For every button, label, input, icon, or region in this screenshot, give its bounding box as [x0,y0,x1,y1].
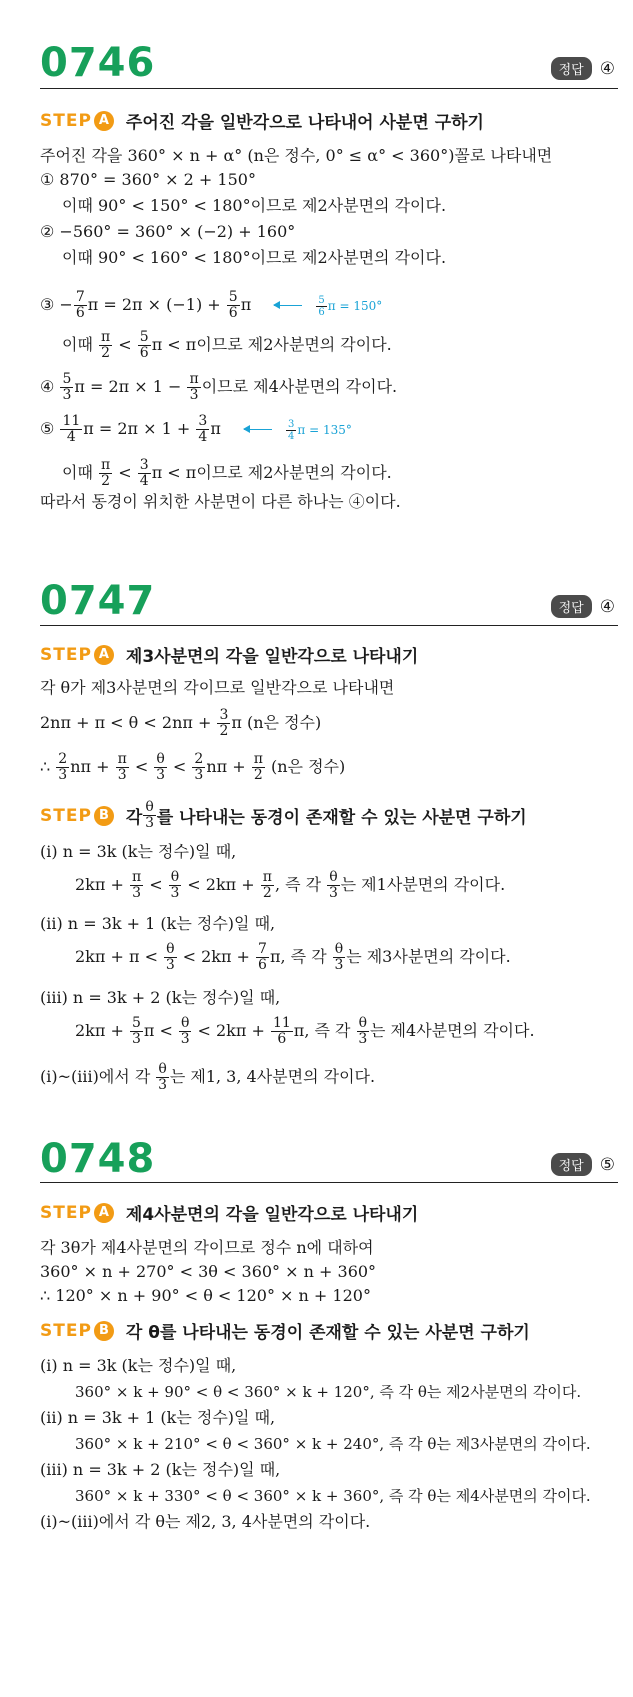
problem-number: 0747 [40,578,156,624]
text-line: (ⅱ) n = 3k + 1 (k는 정수)일 때, [40,1408,276,1427]
math-line: (ⅰ)~(ⅲ)에서 각 $\frac{\theta}{3}$ 는 제1, 3, 4사분면의 각이다. [40,1061,376,1093]
math-line: 2kπ + $\frac{5}{3}$ π < $\frac{\theta}{3}$ < 2kπ + $\frac{11}{6}$ π, 즉 각 $\frac{\theta}{3}$ 는 제4사분면의 각이다. [75,1015,535,1047]
math-line-5: ⑤ $\frac{11}{4}$ π = 2π × 1 + $\frac{3}{4}$ π $\frac{3}{4}$ π = 135° [40,413,352,445]
text-line: 이때 90° < 150° < 180°이므로 제2사분면의 각이다. [62,196,447,215]
step-title: 주어진 각을 일반각으로 나타내어 사분면 구하기 [125,113,484,133]
math-line: 이때 $\frac{\pi}{2}$ < $\frac{5}{6}$ π < π이므로 제2사분면의 각이다. [62,329,392,361]
step-word: STEP [40,1202,92,1223]
text-line: 360° × k + 330° < θ < 360° × k + 360°, 즉 각 θ는 제4사분면의 각이다. [75,1487,591,1505]
step-word: STEP [40,1320,92,1341]
step-a-heading [40,108,484,133]
step-letter: B [94,806,114,826]
text-line: 이때 90° < 160° < 180°이므로 제2사분면의 각이다. [62,248,447,267]
text-part: 는 제1, 3, 4사분면의 각이다. [169,1067,376,1086]
text-line: (ⅲ) n = 3k + 2 (k는 정수)일 때, [40,988,281,1007]
answer-label [551,595,615,618]
text-part: 는 제1사분면의 각이다. [340,875,506,894]
answer-label [551,57,615,80]
step-title: 를 나타내는 동경이 존재할 수 있는 사분면 구하기 [156,808,527,828]
answer-tag: 정답 [551,595,592,618]
text-part: 이므로 제2사분면의 각이다. [196,463,392,482]
text-line: (ⅰ)~(ⅲ)에서 각 θ는 제2, 3, 4사분면의 각이다. [40,1512,371,1531]
answer-value: ⑤ [599,1154,615,1175]
step-a-heading [40,642,418,667]
note: π = 135° [297,423,352,437]
step-word: STEP [40,110,92,131]
text-line: (ⅰ) n = 3k (k는 정수)일 때, [40,842,237,861]
math-line: 2kπ + π < $\frac{\theta}{3}$ < 2kπ + $\frac{7}{6}$ π, 즉 각 $\frac{\theta}{3}$ 는 제3사분면의 각이다. [75,941,511,973]
answer-label [551,1153,615,1176]
step-word: STEP [40,805,92,826]
divider [40,88,618,89]
step-word: STEP [40,644,92,665]
text-line: 360° × k + 210° < θ < 360° × k + 240°, 즉 각 θ는 제3사분면의 각이다. [75,1435,591,1453]
math-line: ∴ $\frac{2}{3}$ nπ + $\frac{\pi}{3}$ < $\frac{\theta}{3}$ < $\frac{2}{3}$ nπ + $\frac{\pi}{2}$ (n은 정수) [40,751,346,783]
problem-number: 0748 [40,1136,156,1182]
text-part: 이므로 제4사분면의 각이다. [201,377,398,396]
answer-value: ④ [599,58,615,79]
arrow-left-icon [244,429,272,430]
divider [40,1182,618,1183]
text-line: (ⅲ) n = 3k + 2 (k는 정수)일 때, [40,1460,281,1479]
text-line: ② −560° = 360° × (−2) + 160° [40,222,296,241]
problem-number: 0746 [40,40,156,86]
text-line: 따라서 동경이 위치한 사분면이 다른 하나는 ④이다. [40,492,401,511]
step-b-heading: STEP B 각 θ 3 를 나타내는 동경이 존재할 수 있는 사분면 구하기 [40,799,527,831]
math-line: 이때 $\frac{\pi}{2}$ < $\frac{3}{4}$ π < π이므로 제2사분면의 각이다. [62,457,392,489]
math-line-4: ④ $\frac{5}{3}$ π = 2π × 1 − $\frac{\pi}{3}$ 이므로 제4사분면의 각이다. [40,371,398,403]
text-part: 이므로 제2사분면의 각이다. [196,335,392,354]
answer-tag: 정답 [551,1153,592,1176]
text-line: ① 870° = 360° × 2 + 150° [40,170,256,189]
step-title: 제4사분면의 각을 일반각으로 나타내기 [125,1205,419,1225]
answer-tag: 정답 [551,57,592,80]
text-line: (ⅱ) n = 3k + 1 (k는 정수)일 때, [40,914,276,933]
text-line: ∴ 120° × n + 90° < θ < 120° × n + 120° [40,1286,371,1305]
note: π = 150° [327,299,383,313]
text-line: 주어진 각을 360° × n + α° (n은 정수, 0° ≤ α° < 360°)꼴로 나타내면 [40,146,553,165]
arrow-left-icon [274,305,302,306]
math-line: 2kπ + $\frac{\pi}{3}$ < $\frac{\theta}{3}$ < 2kπ + $\frac{\pi}{2}$ , 즉 각 $\frac{\theta}{3}$ 는 제1사분면의 각이다. [75,869,506,901]
step-letter: A [94,1203,114,1223]
text-part: 는 제3사분면의 각이다. [346,947,511,966]
math-line-3: ③ − $\frac{7}{6}$ π = 2π × (−1) + $\frac{5}{6}$ π $\frac{5}{6}$ π = 150° [40,289,383,321]
math-line: 2nπ + π < θ < 2nπ + $\frac{3}{2}$ π (n은 정수) [40,707,322,739]
step-letter: A [94,111,114,131]
divider [40,625,618,626]
step-title: 제3사분면의 각을 일반각으로 나타내기 [125,647,419,667]
step-letter: A [94,645,114,665]
text-line: 360° × n + 270° < 3θ < 360° × n + 360° [40,1262,377,1281]
step-a-heading [40,1200,418,1225]
text-line: (ⅰ) n = 3k (k는 정수)일 때, [40,1356,237,1375]
text-line: 각 3θ가 제4사분면의 각이므로 정수 n에 대하여 [40,1238,374,1257]
text-line: 360° × k + 90° < θ < 360° × k + 120°, 즉 각 θ는 제2사분면의 각이다. [75,1383,582,1401]
step-b-heading [40,1318,530,1343]
answer-value: ④ [599,596,615,617]
text-line: 각 θ가 제3사분면의 각이므로 일반각으로 나타내면 [40,678,395,697]
step-letter: B [94,1321,114,1341]
step-title: 각 θ를 나타내는 동경이 존재할 수 있는 사분면 구하기 [125,1323,530,1343]
text-part: 는 제4사분면의 각이다. [370,1021,535,1040]
